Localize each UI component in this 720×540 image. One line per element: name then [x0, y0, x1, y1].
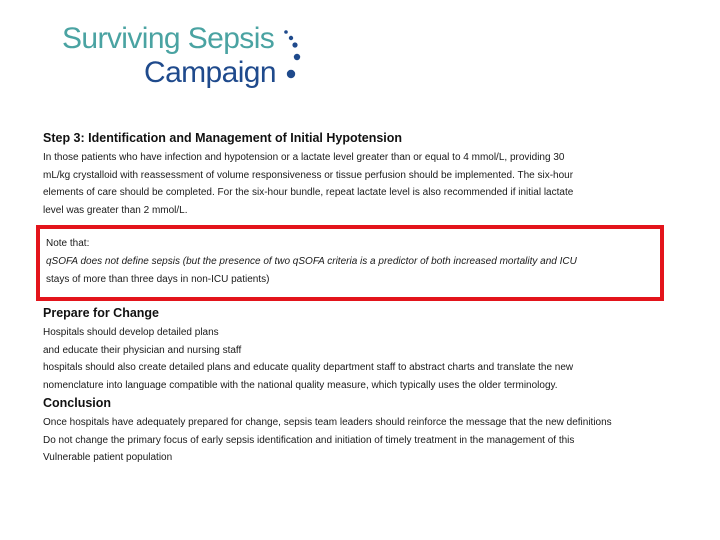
logo-text-line1: Surviving Sepsis: [62, 22, 275, 55]
note-line: stays of more than three days in non-ICU patients): [46, 274, 270, 285]
note-callout-box: [36, 225, 664, 301]
note-line: qSOFA does not define sepsis (but the presence of two qSOFA criteria is a predictor of both increased mortality and ICU: [46, 256, 577, 267]
surviving-sepsis-logo: [62, 20, 312, 95]
conclusion-paragraph: [43, 413, 703, 467]
note-content: [46, 235, 577, 289]
step3-section: [43, 128, 683, 219]
prepare-line: hospitals should also create detailed plans and educate quality department staff to abstract charts and translate the new: [43, 362, 574, 373]
prepare-line: and educate their physician and nursing staff: [43, 344, 242, 356]
prepare-heading: Prepare for Change: [43, 306, 160, 320]
prepare-line: nomenclature into language compatible with the national quality measure, which typically uses the older terminology.: [43, 379, 558, 391]
conclusion-section: [43, 393, 703, 467]
prepare-line: Hospitals should develop detailed plans: [43, 327, 219, 338]
conclusion-heading: Conclusion: [43, 396, 112, 410]
step3-line: elements of care should be completed. For the six-hour bundle, repeat lactate level is also recommended if initial lactate: [43, 187, 574, 198]
step3-heading: Step 3: Identification and Management of Initial Hypotension: [43, 131, 403, 145]
note-label: Note that:: [46, 238, 90, 249]
conclusion-line: Vulnerable patient population: [43, 452, 173, 463]
step3-line: level was greater than 2 mmol/L.: [43, 204, 188, 216]
step3-paragraph: [43, 148, 683, 219]
logo-dots-icon: [62, 20, 312, 95]
prepare-section: [43, 303, 683, 394]
conclusion-line: Once hospitals have adequately prepared for change, sepsis team leaders should reinforce the message that the new definitions: [43, 417, 612, 428]
step3-line: mL/kg crystalloid with reassessment of volume responsiveness or tissue perfusion should be implemented. The six-hour: [43, 169, 574, 181]
step3-line: In those patients who have infection and hypotension or a lactate level greater than or equal to 4 mmol/L, providing 30: [43, 152, 565, 163]
prepare-paragraph: [43, 323, 683, 394]
logo-text-line2: Campaign: [144, 56, 276, 89]
conclusion-line: Do not change the primary focus of early sepsis identification and initiation of timely treatment in the management of this: [43, 434, 575, 446]
